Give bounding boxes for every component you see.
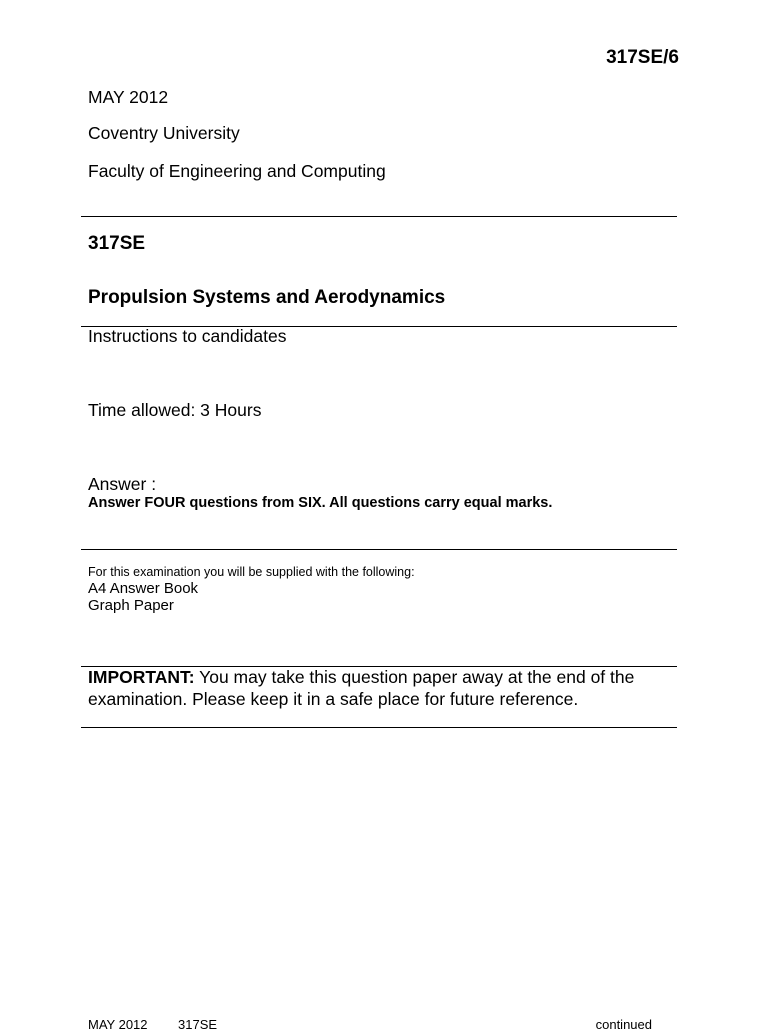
- important-text: You may take this question paper away at the end of the examination. Please keep it in a safe place for future reference.: [88, 667, 635, 709]
- module-title: Propulsion Systems and Aerodynamics: [88, 287, 446, 308]
- paper-code: 317SE/6: [606, 47, 679, 68]
- instructions-heading: Instructions to candidates: [88, 326, 287, 346]
- answer-label: Answer :: [88, 474, 157, 494]
- faculty-name: Faculty of Engineering and Computing: [88, 161, 386, 181]
- footer-code: 317SE: [178, 1017, 218, 1032]
- footer-continued: continued: [595, 1017, 652, 1032]
- time-allowed: Time allowed: 3 Hours: [88, 400, 262, 420]
- footer-date: MAY 2012: [88, 1017, 148, 1032]
- divider-1: [81, 216, 677, 217]
- supplies-intro: For this examination you will be supplied with the following:: [88, 565, 415, 579]
- answer-detail: Answer FOUR questions from SIX. All questions carry equal marks.: [88, 495, 553, 511]
- important-notice: [88, 666, 678, 710]
- supply-item: A4 Answer Book: [88, 580, 199, 597]
- supply-item: Graph Paper: [88, 597, 174, 614]
- divider-3: [81, 549, 677, 550]
- module-code: 317SE: [88, 233, 146, 254]
- exam-date: MAY 2012: [88, 87, 169, 107]
- divider-5: [81, 727, 677, 728]
- important-label: IMPORTANT:: [88, 667, 195, 687]
- university-name: Coventry University: [88, 123, 240, 143]
